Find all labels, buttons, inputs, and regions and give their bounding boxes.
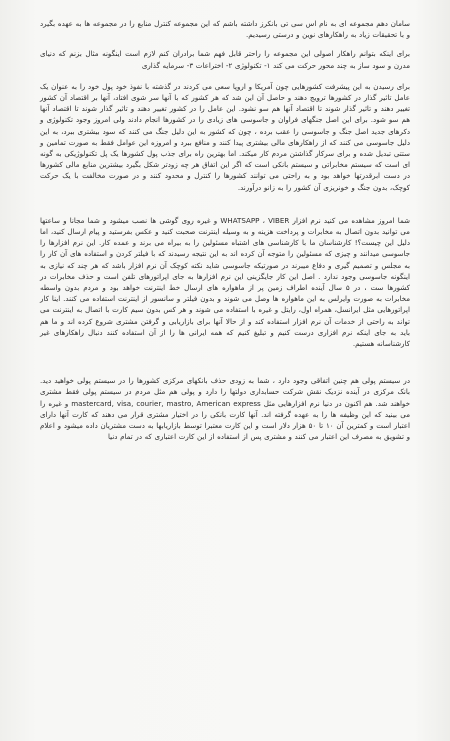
paragraph-superpowers-influence: برای رسیدن به این پیشرفت کشورهایی چون آمریکا و اروپا سعی می کردند در گذشته با نفوذ خود پول خود را به عنوان یک عامل تاثیر گذار در کشورها ترویج دهند و حاصل آن این شد که هر کشور که با آنها سر شوی افتاد، آنها بر اقتصاد آن کشور تغییر دهند و تاثیر گذار شوند تا اقتصاد آنها هم سو نشود. این عامل را در کشور تغییر دهند و تاثیر گذار شوند تا اقتصاد آنها هم سو شود. برای این اصل جنگهای فراوان و جاسوسی های زیادی را در کشورها انجام دادند ولی امروز وجود تکنولوژی و دکرهای جدید اصل جنگ و جاسوسی را عقب برده ، چون که کشور به این دلیل جنگ می کنند که سود بیشتری ببرد، به این دلیل جاسوسی می کنند که از راهکارهای مالی بیشتری پیدا کنند و منافع ببرد و امروزه این عوامل فقط به صورت تمامین و ستتی تبدیل شده و برای سرکار گذاشتن مردم کار میکند. اما بهترین راه برای جذب پول کشورها یک پل تکنولوژیکی به گونه ای است که سیستم مخابراتی و سیستم بانکی است که اگر این اتفاق هر چه زودتر شکل بگیرد بیشترین منابع مالی کشورها در دست ابرقدرتها خواهد بود و به راحتی می توانند کشورها را کنترل و محدود کنند و در صورت مخالفت با یک حرکت کوچک، بدون جنگ و خونریزی آن کشور را به زانو درآورند. [40,81,410,192]
paragraph-messaging-apps: شما امروز مشاهده می کنید نرم افزار WHATSAPP ، VIBER و غیره روی گوشی ها نصب میشود و شما مجانا و ساعتها می توانید بدون اتصال به مخابرات و پرداخت هزینه و به وسیله اینترنت صحبت کنید و عکس بفرستید و پیام ارسال کنید، اما دلیل این چیست؟! کارشناسان ما با کارشناسی های اشتباه مسئولین را به بیراه می برند و عمده کار. این نرم افزارها را جاسوسی میدانند و چیزی که مسئولین را متوجه آن کرده اند به این نتیجه رسیدند که با فیلتر کردن و استفاده های آن کار را به مجلس و تصمیم گیری و دفاع میبرند در صورتیکه جاسوسی شاید نکته کوچک آن نرم افزار باشد که هر چند که نیازی به اینگونه جاسوسی وجود ندارد . اصل این کار جایگزینی این نرم افزارها به جای اپراتورهای تلفن است و حذف مخابرات در کشورها ست ، در ۵ سال آینده اطراف زمین پر از ماهواره های ارسال خط اینترنت خواهد بود و مردم بدون واسطه مخابرات به صورت وایرلس به این ماهواره ها وصل می شوند و بدون فیلتر و سانسور از اینترنت استفاده می کنند. اینا کار اپراتورهایی مثل ایرانسل، همراه اول، رایتل و غیره با استفاده می شوند و هر کس بدون سیم کارت با اتصال به اینترنت می تواند به راحتی از خدمات آن نرم افزار استفاده کند و از حالا آنها برای بازاریابی و گرفتن مشتری شروع کرده اند و ما هم باید به جای اینکه نرم افزاری درست کنیم و تبلیغ کنیم که همه ایرانی ها را از آن استفاده کنند دنبال راهکارهای غیر کارشناسانه هستیم. [40,215,410,349]
paragraph-intro: سامان دهم مجموعه ای به نام اس سی تی بانکرز داشته باشم که این مجموعه کنترل منابع را در مجموعه ها به عهده بگیرد و با تحقیقات زیاد به راهکارهای نوین و درستی رسیدیم. [40,19,410,40]
paragraph-banking-system: در سیستم پولی هم چنین اتفاقی وجود دارد ، شما به زودی حذف بانکهای مرکزی کشورها را در سیستم پولی خواهید دید. بانک مرکزی در آینده نزدیک نقش شرکت حسابداری دولتها را دارد و پولی هم مثل مردم در سیستم پولی فقط مشتری خواهند شد. هم اکنون در دنیا نرم افزارهایی مثل mastercard, visa, courier, mastro, American express و غیره را می بینید که این وظیفه ها را به عهده گرفته اند. آنها کارت بانکی را در اختیار مشتری قرار می دهند که کارت آنها دارای اعتبار است و کمترین آن ۱۰ تا ۵۰ هزار دلار است و این کارت معتبرا توسط بازاریابها به دست مشتریان داده میشود و اعلام و تشویق به مصرف این اعتبار می کنند و مشتری پس از استفاده از این کارت اعتباری که در تمام دنیا [40,376,410,442]
paragraph-modern-world-axes: برای اینکه بتوانم راهکار اصولی این مجموعه را راحتر قابل فهم شما برادران کنم لازم است اینگونه مثال بزنم که دنیای مدرن و سود ساز به چند محور حرکت می کند ۱- تکنولوژی ۲- اختراعات ۳- سرمایه گذاری [40,49,410,70]
